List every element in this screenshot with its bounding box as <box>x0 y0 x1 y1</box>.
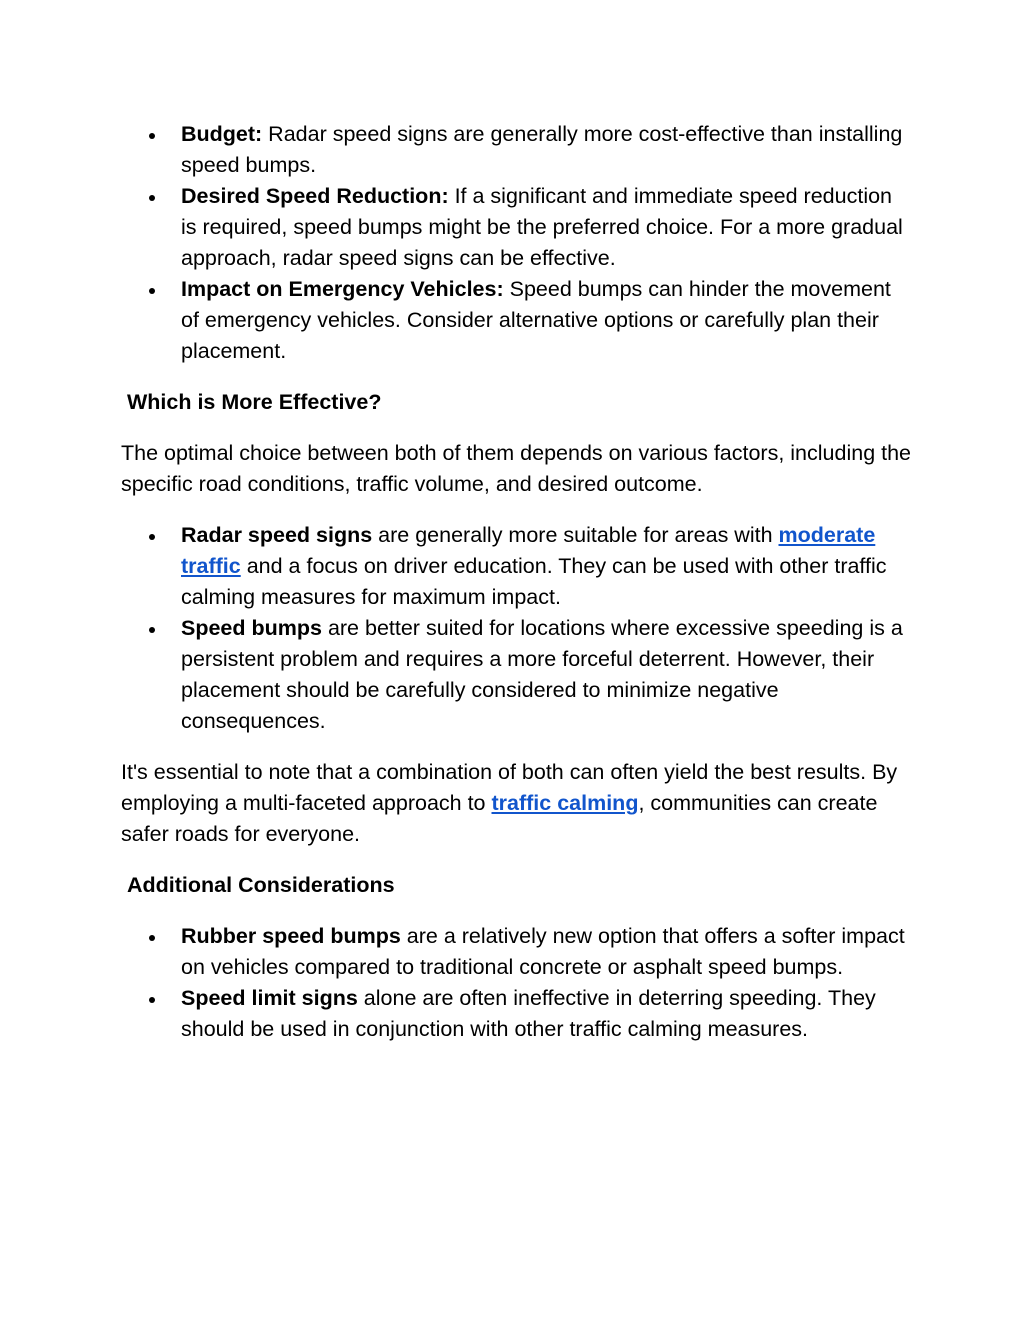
additional-list <box>121 921 911 1045</box>
list-item <box>181 613 911 737</box>
bullet-icon <box>149 627 155 633</box>
document-content <box>121 119 911 1045</box>
moderate-traffic-link[interactable]: moderate traffic <box>181 523 876 578</box>
list-item-text: alone are often ineffective in deterring speeding. They should be used in conjunction with other traffic calming measures. <box>181 986 876 1041</box>
list-item-bold: Budget: <box>181 122 263 146</box>
list-item-bold: Speed limit signs <box>181 986 358 1010</box>
section-heading-effective: Which is More Effective? <box>127 390 382 414</box>
list-item-text: are generally more suitable for areas with <box>372 523 779 547</box>
factors-list <box>121 119 911 367</box>
traffic-calming-link[interactable]: traffic calming <box>491 791 639 815</box>
list-item <box>181 274 911 367</box>
bullet-icon <box>149 935 155 941</box>
list-item <box>181 983 911 1045</box>
list-item-text: Speed bumps can hinder the movement of emergency vehicles. Consider alternative options or carefully plan their placement. <box>181 277 891 363</box>
list-item-text: are a relatively new option that offers a softer impact on vehicles compared to traditional concrete or asphalt speed bumps. <box>181 924 905 979</box>
list-item <box>181 921 911 983</box>
list-item-text: and a focus on driver education. They can be used with other traffic calming measures for maximum impact. <box>181 554 887 609</box>
bullet-icon <box>149 133 155 139</box>
effectiveness-list <box>121 520 911 737</box>
list-item-bold: Radar speed signs <box>181 523 373 547</box>
paragraph-text: It's essential to note that a combination of both can often yield the best results. By employing a multi-faceted approach to <box>121 760 898 815</box>
bullet-icon <box>149 195 155 201</box>
paragraph-combination <box>121 757 911 850</box>
bullet-icon <box>149 534 155 540</box>
section-heading-additional: Additional Considerations <box>127 873 395 897</box>
list-item-bold: Rubber speed bumps <box>181 924 401 948</box>
list-item <box>181 520 911 613</box>
list-item-text: Radar speed signs are generally more cost-effective than installing speed bumps. <box>181 122 903 177</box>
paragraph-text: , communities can create safer roads for everyone. <box>121 791 878 846</box>
list-item <box>181 119 911 181</box>
list-item-bold: Speed bumps <box>181 616 322 640</box>
list-item-text: are better suited for locations where excessive speeding is a persistent problem and requires a more forceful deterrent. However, their placement should be carefully considered to minimize negative consequences. <box>181 616 903 733</box>
list-item-bold: Desired Speed Reduction: <box>181 184 449 208</box>
list-item <box>181 181 911 274</box>
paragraph-optimal-choice: The optimal choice between both of them depends on various factors, including the specific road conditions, traffic volume, and desired outcome. <box>121 441 912 496</box>
list-item-bold: Impact on Emergency Vehicles: <box>181 277 504 301</box>
bullet-icon <box>149 997 155 1003</box>
bullet-icon <box>149 288 155 294</box>
list-item-text: If a significant and immediate speed reduction is required, speed bumps might be the preferred choice. For a more gradual approach, radar speed signs can be effective. <box>181 184 903 270</box>
